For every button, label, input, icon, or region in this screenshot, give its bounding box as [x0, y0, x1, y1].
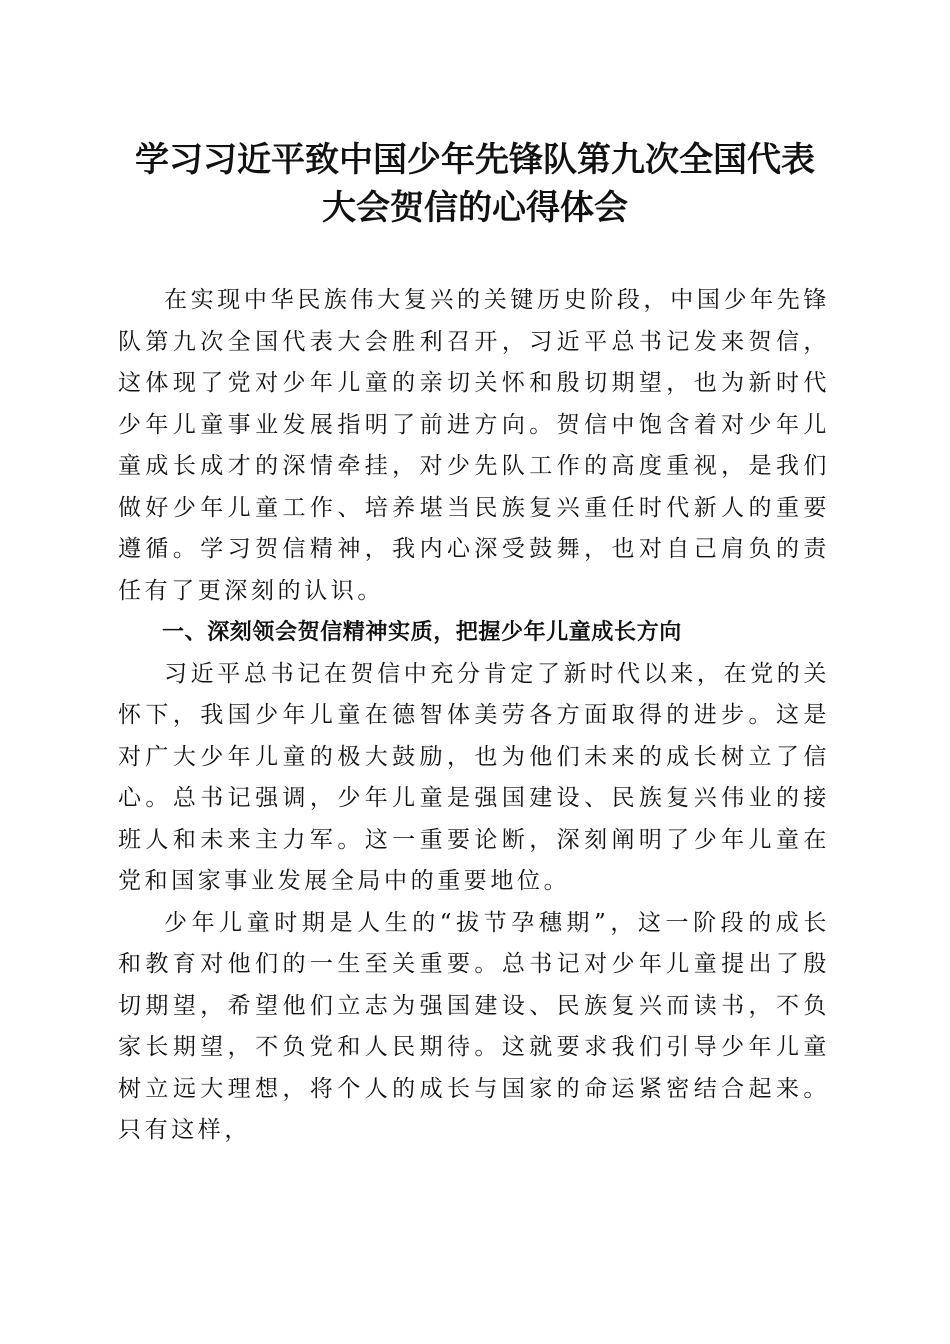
- body-paragraph: 少年儿童时期是人生的“拔节孕穗期”，这一阶段的成长和教育对他们的一生至关重要。总书记对少年儿童提出了殷切期望，希望他们立志为强国建设、民族复兴而读书，不负家长期望，不负党和人民期待。这就要求我们引导少年儿童树立远大理想，将个人的成长与国家的命运紧密结合起来。只有这样，: [118, 909, 830, 1143]
- body-paragraph: 习近平总书记在贺信中充分肯定了新时代以来，在党的关怀下，我国少年儿童在德智体美劳各方面取得的进步。这是对广大少年儿童的极大鼓励，也为他们未来的成长树立了信心。总书记强调，少年儿童是强国建设、民族复兴伟业的接班人和未来主力军。这一重要论断，深刻阐明了少年儿童在党和国家事业发展全局中的重要地位。: [118, 660, 830, 894]
- document-body: [118, 280, 830, 1152]
- title-line-1: 学习习近平致中国少年先锋队第九次全国代表: [135, 140, 815, 180]
- section-heading: 一、深刻领会贺信精神实质，把握少年儿童成长方向: [162, 620, 682, 645]
- document-title: [100, 136, 850, 232]
- intro-paragraph: 在实现中华民族伟大复兴的关键历史阶段，中国少年先锋队第九次全国代表大会胜利召开，习近平总书记发来贺信，这体现了党对少年儿童的亲切关怀和殷切期望，也为新时代少年儿童事业发展指明了前进方向。贺信中饱含着对少年儿童成长成才的深情牵挂，对少先队工作的高度重视，是我们做好少年儿童工作、培养堪当民族复兴重任时代新人的重要遵循。学习贺信精神，我内心深受鼓舞，也对自己肩负的责任有了更深刻的认识。: [118, 287, 830, 604]
- title-line-2: 大会贺信的心得体会: [322, 188, 628, 228]
